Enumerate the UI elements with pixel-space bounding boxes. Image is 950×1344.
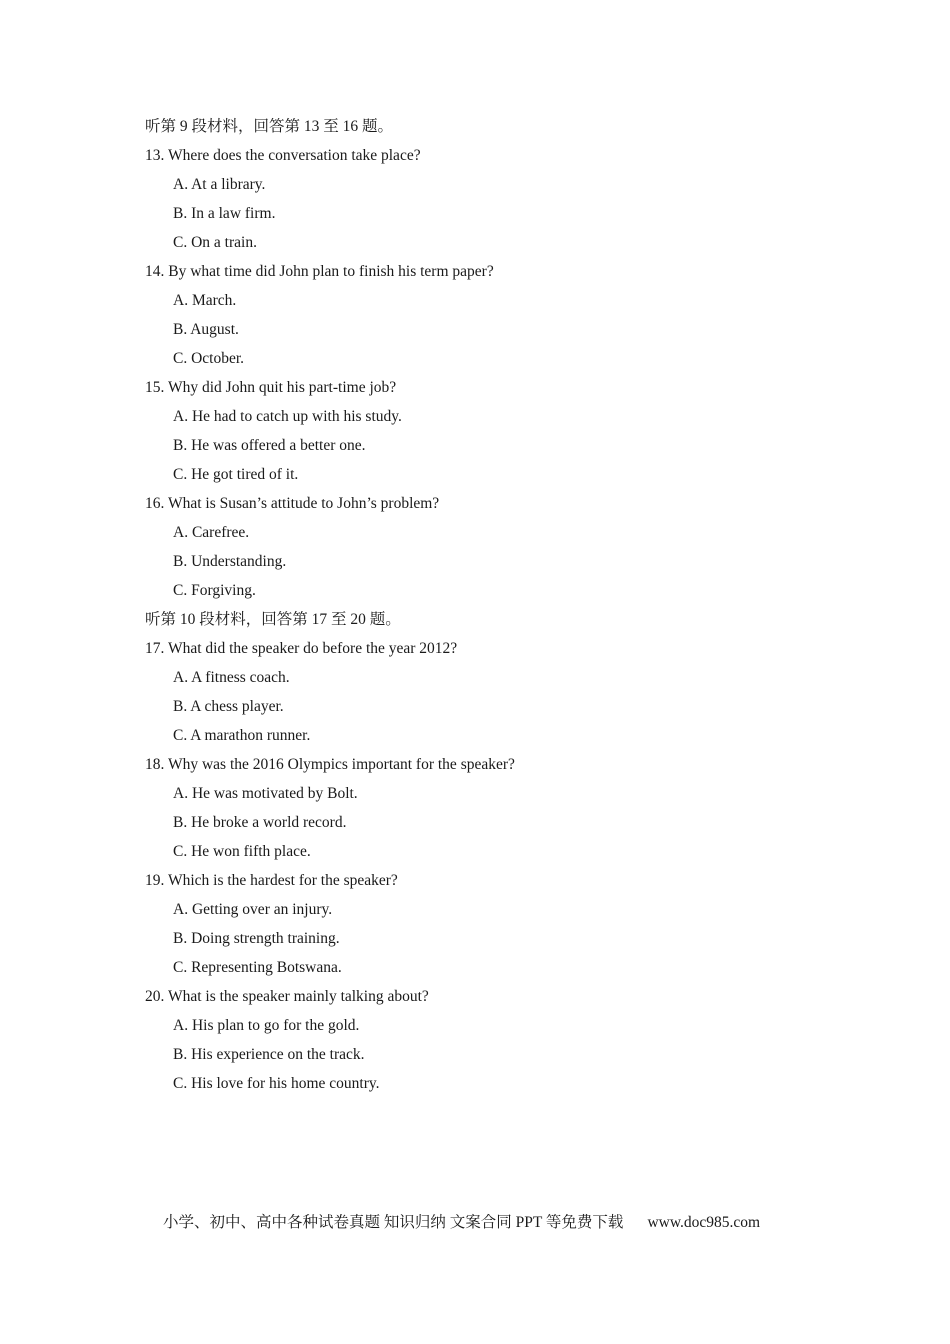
answer-option: A. Carefree. bbox=[173, 524, 250, 541]
answer-option: A. He was motivated by Bolt. bbox=[173, 785, 358, 802]
answer-option: B. He broke a world record. bbox=[173, 814, 347, 831]
question-stem: 14. By what time did John plan to finish his term paper? bbox=[145, 263, 494, 280]
answer-option: B. His experience on the track. bbox=[173, 1046, 365, 1063]
answer-option: C. His love for his home country. bbox=[173, 1075, 380, 1092]
answer-option: B. In a law firm. bbox=[173, 205, 276, 222]
answer-option: C. A marathon runner. bbox=[173, 727, 311, 744]
question-stem: 15. Why did John quit his part-time job? bbox=[145, 379, 397, 396]
answer-option: B. Doing strength training. bbox=[173, 930, 340, 947]
page-footer bbox=[163, 1210, 803, 1236]
answer-option: C. October. bbox=[173, 350, 245, 367]
answer-option: C. He got tired of it. bbox=[173, 466, 299, 483]
answer-option: A. March. bbox=[173, 292, 237, 309]
section-header: 听第 9 段材料，回答第 13 至 16 题。 bbox=[145, 118, 394, 135]
question-list bbox=[145, 112, 845, 1098]
answer-option: B. Understanding. bbox=[173, 553, 287, 570]
answer-option: A. His plan to go for the gold. bbox=[173, 1017, 360, 1034]
question-stem: 16. What is Susan’s attitude to John’s problem? bbox=[145, 495, 440, 512]
footer-slogan: 小学、初中、高中各种试卷真题 知识归纳 文案合同 PPT 等免费下载 bbox=[163, 1214, 624, 1231]
footer-website-link[interactable]: www.doc985.com bbox=[647, 1214, 761, 1231]
answer-option: B. August. bbox=[173, 321, 239, 338]
answer-option: A. He had to catch up with his study. bbox=[173, 408, 402, 425]
section-header: 听第 10 段材料，回答第 17 至 20 题。 bbox=[145, 611, 401, 628]
answer-option: C. Forgiving. bbox=[173, 582, 256, 599]
answer-option: C. On a train. bbox=[173, 234, 257, 251]
question-stem: 19. Which is the hardest for the speaker? bbox=[145, 872, 398, 889]
answer-option: A. Getting over an injury. bbox=[173, 901, 333, 918]
answer-option: B. A chess player. bbox=[173, 698, 284, 715]
answer-option: B. He was offered a better one. bbox=[173, 437, 366, 454]
answer-option: C. He won fifth place. bbox=[173, 843, 311, 860]
question-stem: 17. What did the speaker do before the year 2012? bbox=[145, 640, 458, 657]
question-stem: 20. What is the speaker mainly talking about? bbox=[145, 988, 429, 1005]
question-stem: 13. Where does the conversation take place? bbox=[145, 147, 421, 164]
answer-option: C. Representing Botswana. bbox=[173, 959, 342, 976]
answer-option: A. At a library. bbox=[173, 176, 266, 193]
answer-option: A. A fitness coach. bbox=[173, 669, 290, 686]
question-stem: 18. Why was the 2016 Olympics important for the speaker? bbox=[145, 756, 515, 773]
